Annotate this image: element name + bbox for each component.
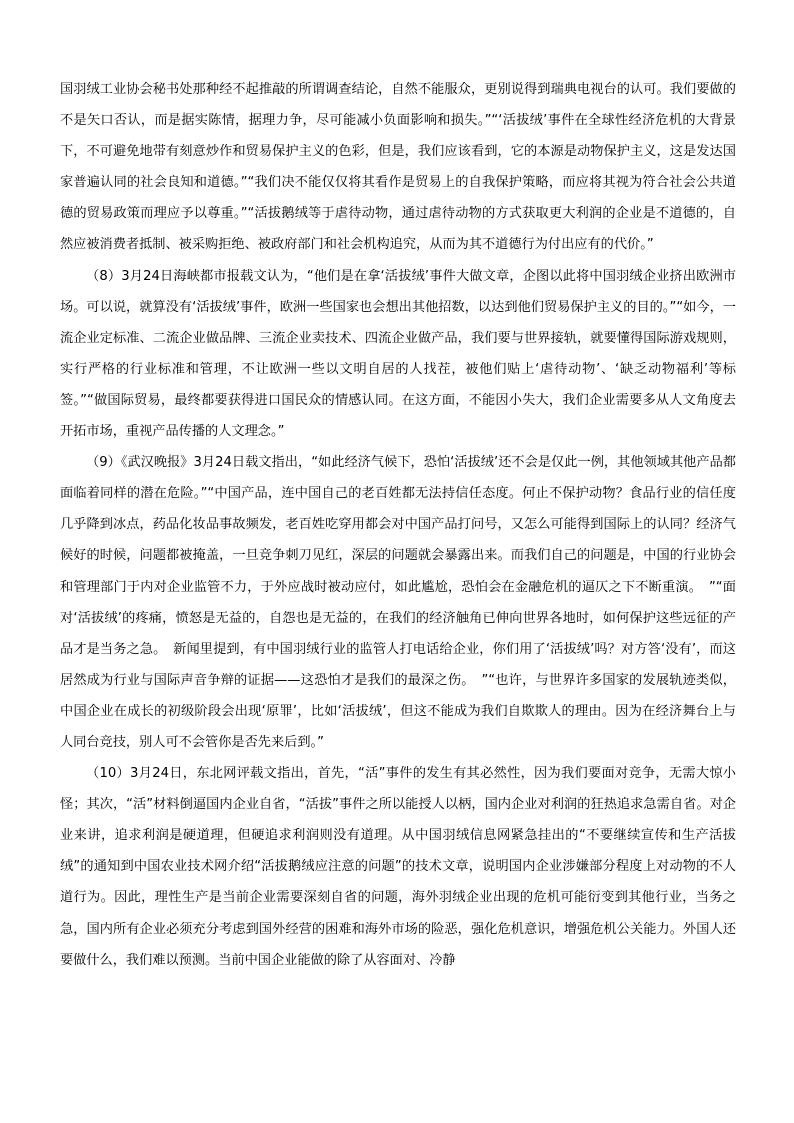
- paragraph-continuation: 国羽绒工业协会秘书处那种经不起推敲的所谓调查结论，自然不能服众，更别说得到瑞典电视台的认可。我们要做的不是矢口否认，而是据实陈情，据理力争，尽可能减小负面影响和损失。”“‘活拔绒’事件在全球性经济危机的大背景下，不可避免地带有刻意炒作和贸易保护主义的色彩，但是，我们应该看到，它的本源是动物保护主义，这是发达国家普遍认同的社会良知和道德。”“我们决不能仅仅将其看作是贸易上的自我保护策略，而应将其视为符合社会公共道德的贸易政策而理应予以尊重。”“活拔鹅绒等于虐待动物，通过虐待动物的方式获取更大利润的企业是不道德的，自然应被消费者抵制、被采购拒绝、被政府部门和社会机构追究，从而为其不道德行为付出应有的代价。”: [60, 82, 736, 253]
- paragraph-item-8: （8）3月24日海峡都市报载文认为，“他们是在拿‘活拔绒’事件大做文章，企图以此将中国羽绒企业挤出欧洲市场。可以说，就算没有‘活拔绒’事件，欧洲一些国家也会想出其他招数，以达到他们贸易保护主义的目的。”“如今，一流企业定标准、二流企业做品牌、三流企业卖技术、四流企业做产品，我们要与世界接轨，就要懂得国际游戏规则，实行严格的行业标准和管理，不让欧洲一些以文明自居的人找茬，被他们贴上‘虐待动物’、‘缺乏动物福利’等标签。”“做国际贸易，最终都要获得进口国民众的情感认同。在这方面，不能因小失大，我们企业需要多从人文角度去开拓市场，重视产品传播的人文理念。”: [60, 268, 736, 440]
- paragraph-item-9: （9）《武汉晚报》3月24日载文指出，“如此经济气候下，恐怕‘活拔绒’还不会是仅此一例，其他领域其他产品都面临着同样的潜在危险。”“中国产品，连中国自己的老百姓都无法持信任态度。何止不保护动物？食品行业的信任度几乎降到冰点，药品化妆品事故频发，老百姓吃穿用都会对中国产品打问号，又怎么可能得到国际上的认同？经济气候好的时候，问题都被掩盖，一旦竞争刺刀见红，深层的问题就会暴露出来。而我们自己的问题是，中国的行业协会和管理部门于内对企业监管不力，于外应战时被动应付，如此尴尬，恐怕会在金融危机的逼仄之下不断重演。 ”“面对‘活拔绒’的疼痛，愤怒是无益的，自怨也是无益的，在我们的经济触角已伸向世界各地时，如何保护这些远征的产品才是当务之急。 新闻里提到，有中国羽绒行业的监管人打电话给企业，你们用了‘活拔绒’吗？对方答‘没有’，而这居然成为行业与国际声音争辩的证据——这恐怕才是我们的最深之伤。 ”“也许，与世界许多国家的发展轨迹类似，中国企业在成长的初级阶段会出现‘原罪’，比如‘活拔绒’，但这不能成为我们自欺欺人的理由。因为在经济舞台上与人同台竞技，别人可不会管你是否先来后到。”: [60, 455, 736, 750]
- paragraph-item-10: （10）3月24日，东北网评载文指出，首先，“活”事件的发生有其必然性，因为我们要面对竞争，无需大惊小怪；其次，“活”材料倒逼国内企业自省，“活拔”事件之所以能授人以柄，国内企业对利润的狂热追求急需自省。对企业来讲，追求利润是硬道理，但硬追求利润则没有道理。从中国羽绒信息网紧急挂出的“不要继续宣传和生产活拔绒”的通知到中国农业技术网介绍“活拔鹅绒应注意的问题”的技术文章，说明国内企业涉嫌部分程度上对动物的不人道行为。因此，理性生产是当前企业需要深刻自省的问题，海外羽绒企业出现的危机可能衍变到其他行业，当务之急，国内所有企业必须充分考虑到国外经营的困难和海外市场的险恶，强化危机意识，增强危机公关能力。外国人还要做什么，我们难以预测。当前中国企业能做的除了从容面对、冷静: [60, 766, 736, 968]
- document-page: [60, 74, 736, 976]
